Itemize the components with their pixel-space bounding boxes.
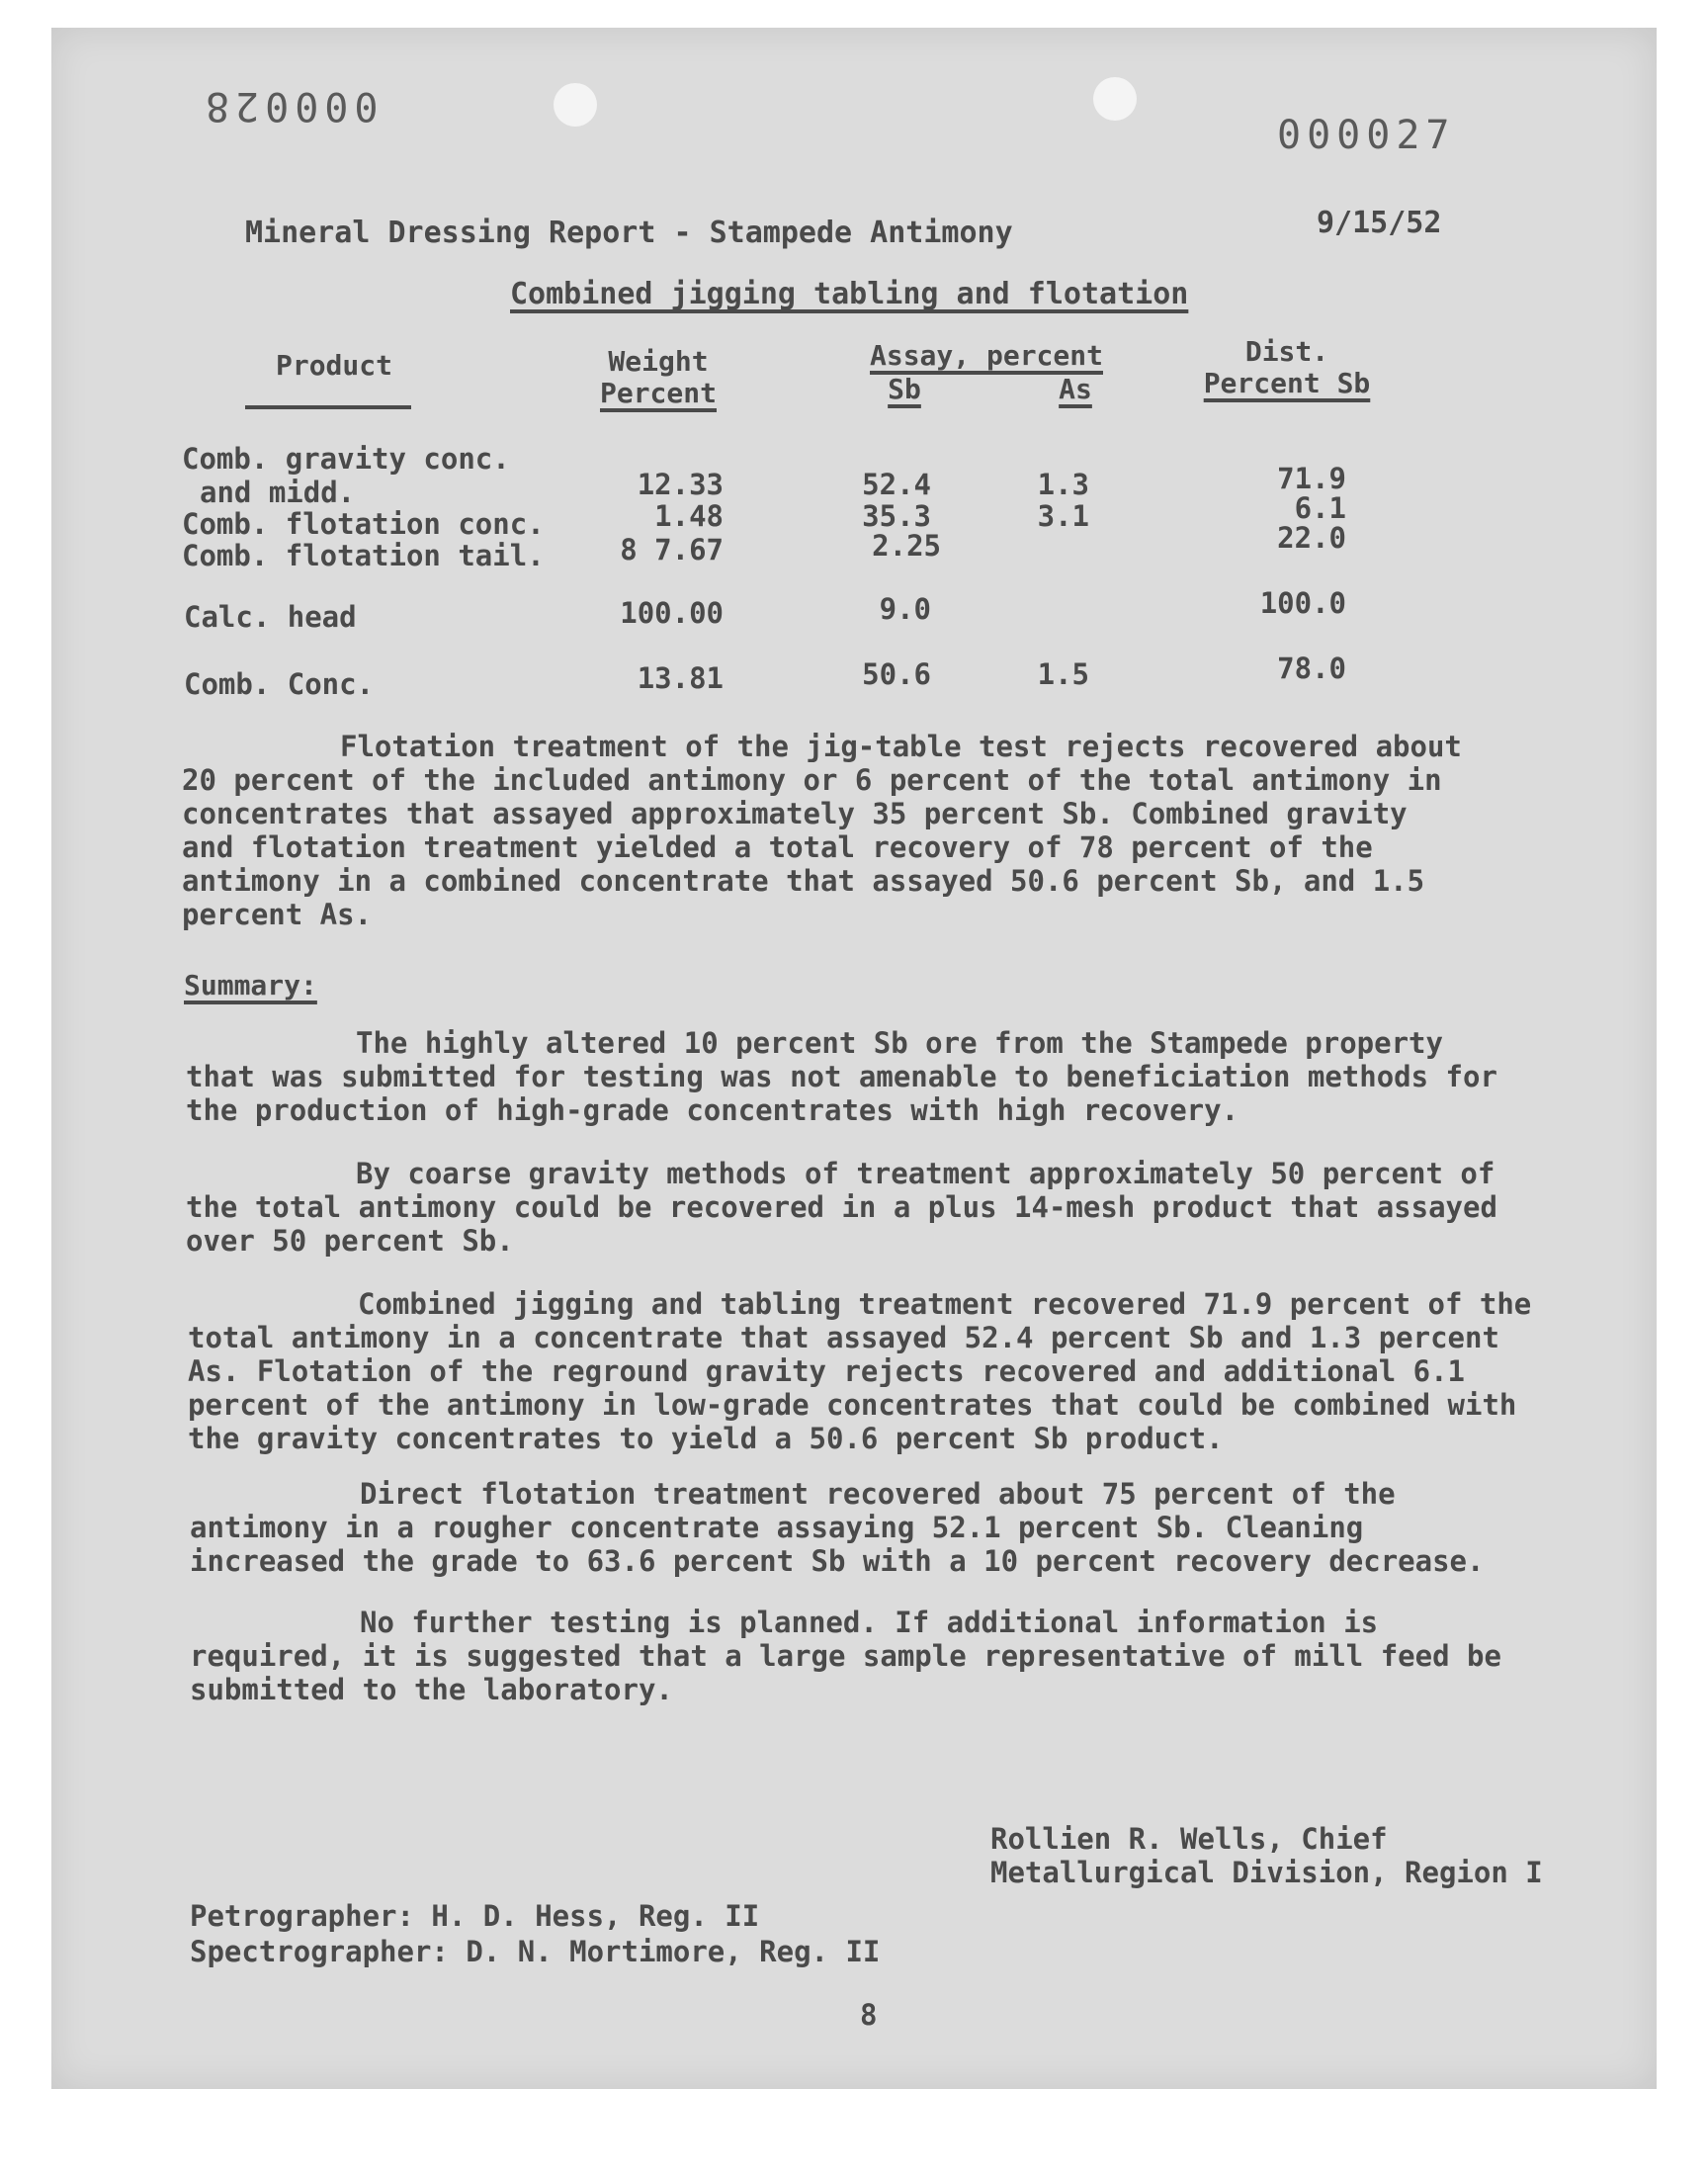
row-weight: 8 7.67 [620, 533, 724, 566]
summary-paragraph: Direct flotation treatment recovered about 75 percent of the antimony in a rougher concentrate assaying 52.1 percent Sb. Cleaning increased the grade to 63.6 percent Sb with a 10 percent recovery decrease. [190, 1477, 1485, 1578]
page-stamp-right: 000027 [1277, 113, 1456, 158]
row-dist: 71.9 [1277, 462, 1346, 495]
row-dist: 6.1 [1294, 491, 1346, 525]
row-dist: 78.0 [1277, 652, 1346, 685]
row-weight: 12.33 [637, 468, 724, 501]
row-as: 1.5 [1037, 657, 1089, 691]
header-weight-2: Percent [599, 377, 717, 409]
summary-paragraph: Combined jigging and tabling treatment recovered 71.9 percent of the total antimony in a concentrate that assayed 52.4 percent Sb and 1.3 percent As. Flotation of the reground gravity rejects recovered and additional 6.1 percent of the antimony in low-grade concentrates that could be combined with the gravity concentrates to yield a 50.6 percent Sb product. [188, 1287, 1532, 1455]
summary-paragraph: No further testing is planned. If additional information is required, it is suggested that a large sample representative of mill feed be submitted to the laboratory. [190, 1606, 1501, 1706]
row-sb: 2.25 [872, 529, 941, 563]
table-title: Combined jigging tabling and flotation [510, 277, 1189, 311]
row-product-cont: and midd. [200, 476, 356, 509]
row-weight: 13.81 [637, 661, 724, 695]
summary-paragraph: The highly altered 10 percent Sb ore from the Stampede property that was submitted for testing was not amenable to beneficiation methods for the production of high-grade concentrates with high recovery. [186, 1026, 1497, 1127]
row-product: Comb. Conc. [184, 667, 375, 701]
row-weight: 1.48 [654, 499, 724, 533]
row-sb: 35.3 [862, 499, 931, 533]
row-dist: 22.0 [1277, 521, 1346, 555]
header-weight-1: Weight [608, 345, 709, 378]
row-product: Comb. gravity conc. [182, 442, 510, 476]
spectrographer-credit: Spectrographer: D. N. Mortimore, Reg. II [190, 1935, 881, 1968]
row-product: Comb. flotation conc. [182, 507, 545, 541]
signature-division: Metallurgical Division, Region I [990, 1856, 1543, 1889]
header-sb: Sb [888, 373, 921, 405]
page-number: 8 [860, 1998, 878, 2032]
row-sb: 9.0 [879, 592, 931, 626]
header-assay: Assay, percent [869, 339, 1103, 372]
report-date: 9/15/52 [1317, 206, 1442, 240]
header-dist-1: Dist. [1244, 335, 1329, 368]
header-product-rule [245, 405, 411, 409]
report-title: Mineral Dressing Report - Stampede Antimony [245, 216, 1013, 250]
row-dist: 100.0 [1259, 586, 1346, 620]
flotation-paragraph: Flotation treatment of the jig-table test rejects recovered about 20 percent of the included antimony or 6 percent of the total antimony in concentrates that assayed approximately 35 percent Sb. Combined gravity and flotation treatment yielded a total recovery of 78 percent of the antimony in a combined concentrate that assayed 50.6 percent Sb, and 1.5 percent As. [182, 730, 1462, 931]
punch-hole [1093, 77, 1137, 121]
row-as: 3.1 [1037, 499, 1089, 533]
header-product: Product [275, 349, 392, 382]
row-weight: 100.00 [620, 596, 724, 630]
header-as: As [1059, 373, 1092, 405]
signature-name: Rollien R. Wells, Chief [990, 1822, 1388, 1856]
summary-heading: Summary: [184, 969, 317, 1001]
document-page [51, 28, 1657, 2089]
punch-hole [554, 83, 597, 127]
row-product: Calc. head [184, 600, 357, 634]
row-sb: 50.6 [862, 657, 931, 691]
header-dist-2: Percent Sb [1203, 367, 1371, 399]
summary-paragraph: By coarse gravity methods of treatment approximately 50 percent of the total antimony could be recovered in a plus 14-mesh product that assayed over 50 percent Sb. [186, 1157, 1497, 1258]
row-sb: 52.4 [862, 468, 931, 501]
petrographer-credit: Petrographer: H. D. Hess, Reg. II [190, 1899, 760, 1933]
page-stamp-left: 000028 [200, 83, 379, 129]
row-product: Comb. flotation tail. [182, 539, 545, 572]
row-as: 1.3 [1037, 468, 1089, 501]
